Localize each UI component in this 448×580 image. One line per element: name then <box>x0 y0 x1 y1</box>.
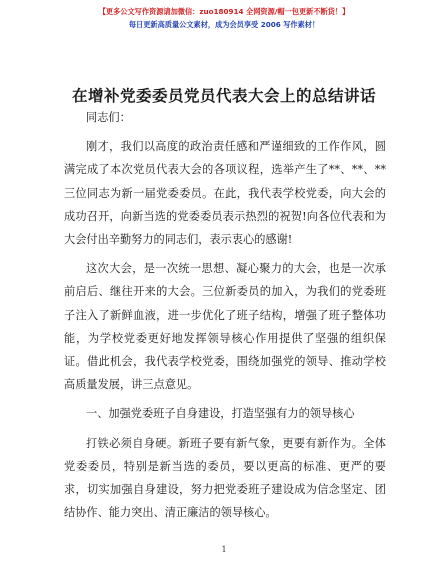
promo-banner <box>0 5 448 31</box>
salutation: 同志们： <box>86 111 131 124</box>
promo-line-2: 每日更新高质量公文素材，成为会员享受 2006 写作素材！ <box>128 20 320 29</box>
page-number: 1 <box>221 545 227 554</box>
section-heading-1: 一、加强党委班子自身建设，打造坚强有力的领导核心 <box>86 407 355 421</box>
paragraph-2: 这次大会，是一次统一思想、凝心聚力的大会，也是一次承前启后、继往开来的大会。三位新委员的加入，为我们的党委班子注入了新鲜血液，进一步优化了班子结构，增强了班子整体功能，为学校党委更好地发挥领导核心作用提供了坚强的组织保证。借此机会，我代表学校党委，围绕加强党的领导、推动学校高质量发展，讲三点意见。 <box>64 262 386 392</box>
document-body <box>64 106 386 524</box>
document-title: 在增补党委委员党员代表大会上的总结讲话 <box>71 87 376 105</box>
paragraph-1: 刚才，我们以高度的政治责任感和严谨细致的工作作风，圆满完成了本次党员代表大会的各项议程，选举产生了**、**、**三位同志为新一届党委委员。在此，我代表学校党委，向大会的成功召开，向新当选的党委委员表示热烈的祝贺!向各位代表和为大会付出辛勤努力的同志们，表示衷心的感谢! <box>64 140 386 247</box>
promo-line-1: 【更多公文写作资源请加微信：zuo180914 全网资源/帽一包更新不断货！】 <box>98 7 350 16</box>
paragraph-3: 打铁必须自身硬。新班子要有新气象，更要有新作为。全体党委委员，特别是新当选的委员，要以更高的标准、更严的要求，切实加强自身建设，努力把党委班子建设成为信念坚定、团结协作、能力突出、清正廉洁的领导核心。 <box>64 436 386 520</box>
